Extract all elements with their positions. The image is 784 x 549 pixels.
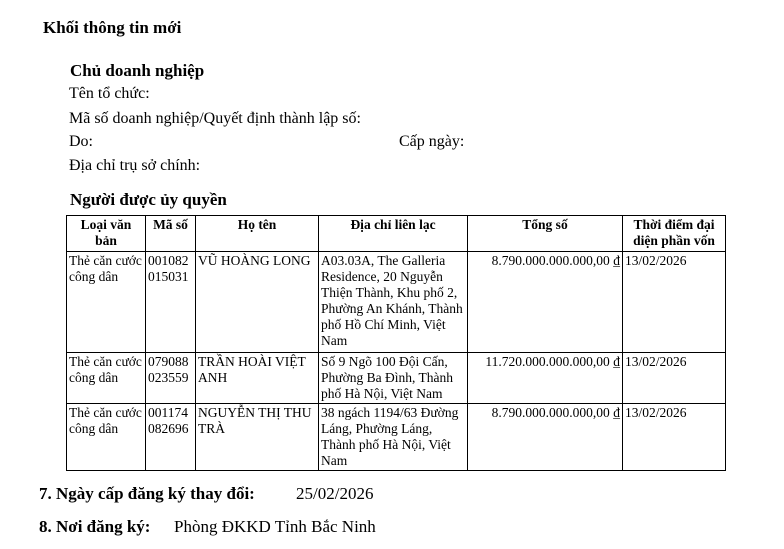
owner-heading: Chủ doanh nghiệp: [70, 61, 205, 80]
cell-id-number: 079088023559: [146, 353, 196, 404]
cell-total: 8.790.000.000.000,00 ₫: [468, 252, 623, 353]
cell-id-number: 001174082696: [146, 404, 196, 471]
cell-full-name: VŨ HOÀNG LONG: [196, 252, 319, 353]
table-row: [67, 353, 726, 404]
col-header-address: Địa chỉ liên lạc: [319, 216, 468, 252]
col-header-full-name: Họ tên: [196, 216, 319, 252]
cell-id-number: 001082015031: [146, 252, 196, 353]
cell-doc-type: Thẻ căn cước công dân: [67, 404, 146, 471]
issued-by-label: Do:: [69, 133, 93, 150]
cell-doc-type: Thẻ căn cước công dân: [67, 252, 146, 353]
col-header-total: Tổng số: [468, 216, 623, 252]
table-header-row: [67, 216, 726, 252]
cell-doc-type: Thẻ căn cước công dân: [67, 353, 146, 404]
cell-address: A03.03A, The Galleria Residence, 20 Nguyễn Thiện Thành, Khu phố 2, Phường An Khánh, Thành phố Hồ Chí Minh, Việt Nam: [319, 252, 468, 353]
table-row: [67, 404, 726, 471]
cell-date: 13/02/2026: [623, 252, 726, 353]
change-registration-date-label: 7. Ngày cấp đăng ký thay đổi:: [39, 484, 255, 503]
issue-date-label: Cấp ngày:: [399, 133, 465, 150]
cell-address: 38 ngách 1194/63 Đường Láng, Phường Láng, Thành phố Hà Nội, Việt Nam: [319, 404, 468, 471]
cell-total: 8.790.000.000.000,00 ₫: [468, 404, 623, 471]
col-header-date: Thời điểm đại diện phần vốn: [623, 216, 726, 252]
authorized-heading: Người được ủy quyền: [70, 190, 227, 209]
table-row: [67, 252, 726, 353]
cell-full-name: NGUYỄN THỊ THU TRÀ: [196, 404, 319, 471]
col-header-id-number: Mã số: [146, 216, 196, 252]
change-registration-date-value: 25/02/2026: [296, 484, 374, 503]
org-name-label: Tên tổ chức:: [69, 85, 150, 102]
block-title: Khối thông tin mới: [43, 18, 182, 37]
cell-address: Số 9 Ngõ 100 Đội Cấn, Phường Ba Đình, Thành phố Hà Nội, Việt Nam: [319, 353, 468, 404]
cell-date: 13/02/2026: [623, 353, 726, 404]
cell-full-name: TRẦN HOÀI VIỆT ANH: [196, 353, 319, 404]
cell-date: 13/02/2026: [623, 404, 726, 471]
col-header-doc-type: Loại văn bản: [67, 216, 146, 252]
registration-place-label: 8. Nơi đăng ký:: [39, 517, 151, 536]
cell-total: 11.720.000.000.000,00 ₫: [468, 353, 623, 404]
address-label: Địa chỉ trụ sở chính:: [69, 157, 201, 174]
registration-place-value: Phòng ĐKKD Tỉnh Bắc Ninh: [174, 517, 376, 536]
reg-number-label: Mã số doanh nghiệp/Quyết định thành lập số:: [69, 110, 361, 127]
authorized-table: [66, 215, 726, 471]
